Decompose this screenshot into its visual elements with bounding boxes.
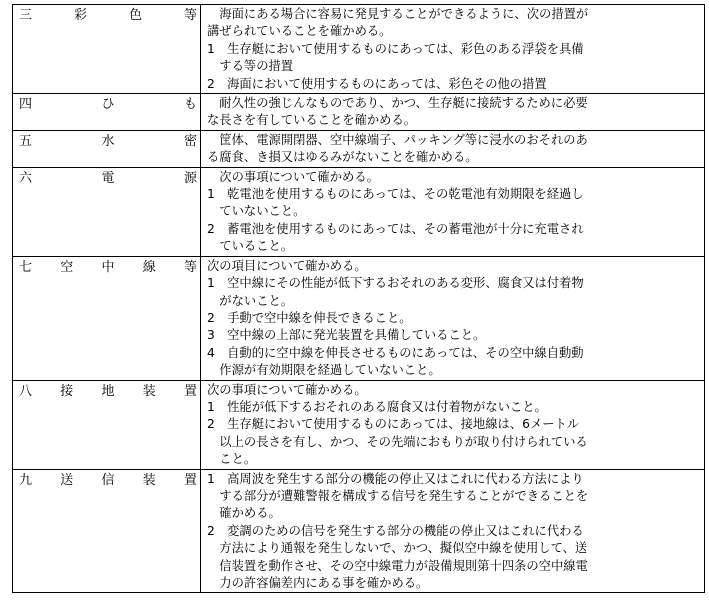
row-description-cell [201, 469, 705, 593]
row-description-cell [201, 130, 705, 167]
row-label [19, 258, 197, 278]
label-char: 九 [19, 472, 33, 488]
description-line: 以上の長さを有し、かつ、その先端におもりが取り付けられている [207, 434, 588, 449]
row-label [19, 95, 197, 115]
label-char: 線 [142, 259, 156, 275]
description-line: 筐体、電源開閉器、空中線端子、パッキング等に浸水のおそれのあ [207, 132, 588, 147]
label-char: 五 [19, 133, 33, 149]
description-line: 3 空中線の上部に発光装置を具備していること。 [207, 328, 486, 343]
label-char: 置 [183, 472, 197, 488]
row-label [19, 6, 197, 26]
table-row [13, 94, 705, 131]
description-line: 確かめる。 [207, 506, 281, 521]
description-line: 次の事項について確かめる。 [207, 169, 379, 184]
label-char: 電 [101, 170, 115, 186]
label-char: 四 [19, 97, 33, 113]
label-char: 中 [101, 259, 115, 275]
description-line: 2 蓄電池を使用するものにあっては、その蓄電池が十分に充電され [207, 221, 584, 236]
description-line: 2 手動で空中線を伸長できること。 [207, 310, 412, 325]
label-char: 置 [183, 383, 197, 399]
row-description-cell [201, 380, 705, 469]
description-line: る腐食、き損又はゆるみがないことを確かめる。 [207, 150, 478, 165]
label-char: ひ [101, 97, 115, 113]
description-line: ていないこと。 [207, 204, 306, 219]
row-description-cell [201, 167, 705, 256]
description-line: な長さを有していることを確かめる。 [207, 113, 417, 128]
description-line: 方法により通報を発生しないで、かつ、擬似空中線を使用して、送 [207, 541, 588, 556]
description-line: 次の事項について確かめる。 [207, 382, 367, 397]
label-char: 六 [19, 170, 33, 186]
description-line: 1 乾電池を使用するものにあっては、その乾電池有効期限を経過し [207, 187, 584, 202]
table-row [13, 256, 705, 380]
description-line: 2 海面において使用するものにあっては、彩色その他の措置 [207, 76, 547, 91]
row-label [19, 169, 197, 189]
row-label-cell [13, 94, 201, 131]
table-row [13, 469, 705, 593]
description-line: する部分が遭難警報を構成する信号を発生することができることを [207, 488, 589, 503]
label-char: も [183, 97, 197, 113]
label-char: 色 [128, 8, 142, 23]
table-row [13, 5, 705, 94]
label-char: 装 [142, 383, 156, 399]
table-row [13, 380, 705, 469]
description-line: 講ぜられていることを確かめる。 [207, 24, 392, 39]
row-label [19, 471, 197, 491]
label-char: 装 [142, 472, 156, 488]
label-char: 等 [183, 259, 197, 275]
description-line: 4 自動的に空中線を伸長させるものにあっては、その空中線自動動 [207, 345, 584, 360]
description-line: 作源が有効期限を経過していないこと。 [207, 363, 441, 378]
row-label-cell [13, 469, 201, 593]
label-char: 彩 [73, 8, 87, 23]
description-line: 2 生存艇において使用するものにあっては、接地線は、6メートル [207, 417, 580, 432]
row-description-cell [201, 5, 705, 94]
table-row [13, 167, 705, 256]
label-char: 等 [183, 8, 197, 23]
row-description-cell [201, 256, 705, 380]
row-label-cell [13, 380, 201, 469]
row-label-cell [13, 5, 201, 94]
description-line: 信装置を動作させ、その空中線電力が設備規則第十四条の空中線電 [207, 558, 588, 573]
description-line: 1 高周波を発生する部分の機能の停止又はこれに代わる方法により [207, 471, 584, 486]
row-description-cell [201, 94, 705, 131]
table-row [13, 130, 705, 167]
label-char: 送 [60, 472, 74, 488]
label-char: 地 [101, 383, 115, 399]
label-char: 七 [19, 259, 33, 275]
description-line: がないこと。 [207, 293, 294, 308]
description-line: 1 性能が低下するおそれのある腐食又は付着物がないこと。 [207, 399, 547, 414]
label-char: 空 [60, 259, 74, 275]
description-line: する等の措置 [207, 59, 294, 74]
inspection-table [12, 4, 705, 593]
description-line: 1 空中線にその性能が低下するおそれのある変形、腐食又は付着物 [207, 276, 584, 291]
description-line: 海面にある場合に容易に発見することができるように、次の措置が [207, 7, 589, 21]
description-line: 力の許容偏差内にある事を確かめる。 [207, 576, 429, 590]
description-line: 耐久性の強じんなものであり、かつ、生存艇に接続するために必要 [207, 96, 588, 111]
label-char: 接 [60, 383, 74, 399]
label-char: 密 [183, 133, 197, 149]
description-line: こと。 [207, 452, 257, 467]
row-label-cell [13, 256, 201, 380]
description-line: 1 生存艇において使用するものにあっては、彩色のある浮袋を具備 [207, 41, 584, 56]
description-line: ていること。 [207, 239, 294, 254]
description-line: 2 変調のための信号を発生する部分の機能の停止又はこれに代わる [207, 523, 584, 538]
row-label-cell [13, 167, 201, 256]
label-char: 三 [19, 8, 33, 23]
row-label [19, 132, 197, 152]
row-label-cell [13, 130, 201, 167]
label-char: 八 [19, 383, 33, 399]
label-char: 信 [101, 472, 115, 488]
label-char: 水 [101, 133, 115, 149]
description-line: 次の項目について確かめる。 [207, 258, 367, 273]
row-label [19, 382, 197, 402]
label-char: 源 [183, 170, 197, 186]
